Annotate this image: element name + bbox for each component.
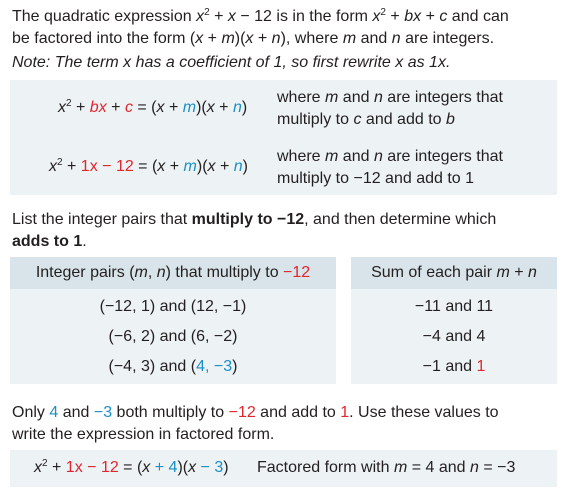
- conclusion-line-2: write the expression in factored form.: [12, 426, 275, 443]
- specific-form-equation: [49, 156, 248, 178]
- text: = (: [132, 99, 157, 116]
- text: +: [165, 158, 184, 175]
- text: Only: [12, 404, 50, 421]
- text: and: [58, 404, 94, 421]
- text: +: [62, 158, 81, 175]
- text: and add to: [255, 404, 341, 421]
- general-form-equation: [58, 97, 247, 119]
- value-minus-12: −12: [228, 404, 256, 421]
- text: = (: [118, 459, 143, 476]
- var-x: x: [206, 99, 215, 116]
- var-x: x: [123, 54, 132, 71]
- var-x: x: [195, 30, 204, 47]
- var-m: m: [393, 459, 408, 476]
- term-1x: 1x: [65, 459, 83, 476]
- text: +: [215, 158, 234, 175]
- instruction-line-2: [12, 231, 87, 253]
- text: = −3: [478, 459, 516, 476]
- var-b: b: [445, 111, 455, 128]
- text: (−4, 3) and (: [108, 358, 197, 375]
- text: )(: [177, 459, 189, 476]
- text: +: [509, 264, 529, 281]
- value-minus-12: −12: [283, 264, 311, 281]
- text: ): [242, 158, 248, 175]
- term-minus-12: − 12: [97, 158, 134, 175]
- text: +: [209, 8, 228, 25]
- text: +: [421, 8, 440, 25]
- var-x: x: [437, 54, 446, 71]
- var-m: m: [183, 158, 197, 175]
- instruction-line-1: [12, 209, 496, 231]
- var-x: x: [58, 99, 66, 116]
- var-x: x: [395, 54, 404, 71]
- text: ,: [205, 358, 214, 375]
- text: +: [203, 30, 222, 47]
- text: and can: [447, 8, 509, 25]
- exponent: 2: [42, 458, 48, 469]
- var-m: m: [325, 148, 339, 165]
- var-x: x: [34, 459, 42, 476]
- value-minus-3: −3: [213, 358, 233, 375]
- text: Factored form with: [257, 459, 394, 476]
- text: and add to: [361, 111, 446, 128]
- text: be factored into the form (: [12, 30, 196, 47]
- text: The term: [50, 54, 124, 71]
- text: ) that multiply to: [165, 264, 284, 281]
- text: both multiply to: [112, 404, 229, 421]
- text: are integers that: [382, 148, 503, 165]
- sums-row-3: [351, 356, 557, 378]
- var-c: c: [124, 99, 133, 116]
- var-m: m: [221, 30, 235, 47]
- var-m: m: [134, 264, 148, 281]
- exponent: 2: [380, 7, 386, 18]
- var-x: x: [227, 8, 236, 25]
- value-4: 4: [49, 404, 59, 421]
- bold-text: adds to 1: [12, 233, 83, 250]
- text: multiply to: [277, 111, 354, 128]
- text: )(: [196, 99, 207, 116]
- exponent: 2: [66, 98, 72, 109]
- text: +: [164, 99, 183, 116]
- text: The quadratic expression: [12, 8, 197, 25]
- var-n: n: [156, 264, 166, 281]
- text: ), where: [280, 30, 343, 47]
- text: − 12 is in the form: [235, 8, 373, 25]
- sums-row-1: −11 and 11: [414, 298, 494, 315]
- var-n: n: [373, 89, 383, 106]
- var-n: n: [391, 30, 401, 47]
- exponent: 2: [57, 157, 63, 168]
- text: ): [223, 459, 229, 476]
- exponent: 2: [204, 7, 210, 18]
- intro-line-2: [12, 28, 494, 50]
- text: Integer pairs (: [35, 264, 135, 281]
- var-x: x: [245, 30, 254, 47]
- general-form-desc-1: [277, 87, 503, 109]
- var-m: m: [496, 264, 510, 281]
- text: where: [277, 89, 326, 106]
- text: +: [71, 99, 90, 116]
- text: )(: [196, 158, 208, 175]
- text: +: [253, 30, 272, 47]
- var-x: x: [142, 459, 151, 476]
- text: ,: [147, 264, 157, 281]
- var-c: c: [353, 111, 362, 128]
- var-n: n: [271, 30, 281, 47]
- var-x: x: [196, 8, 205, 25]
- pairs-row-1: (−12, 1) and (12, −1): [99, 298, 247, 315]
- value-1: 1: [340, 404, 350, 421]
- text: are integers that: [382, 89, 503, 106]
- var-x: x: [156, 99, 165, 116]
- var-c: c: [439, 8, 448, 25]
- var-x: x: [49, 158, 57, 175]
- term-1x: 1x: [80, 158, 98, 175]
- var-m: m: [182, 99, 197, 116]
- conclusion-line-1: [12, 402, 499, 424]
- text: )(: [234, 30, 246, 47]
- pairs-row-3: [10, 356, 336, 378]
- text: .: [445, 54, 451, 71]
- value-4: 4: [196, 358, 206, 375]
- term-minus-12: − 12: [82, 459, 119, 476]
- text: +: [47, 459, 66, 476]
- text: ): [232, 358, 238, 375]
- text: +: [106, 99, 125, 116]
- text: +: [214, 99, 233, 116]
- general-form-desc-2: [277, 109, 455, 131]
- final-description: [257, 457, 515, 479]
- var-n: n: [233, 158, 243, 175]
- var-x: x: [207, 158, 216, 175]
- var-n: n: [232, 99, 242, 116]
- var-x: x: [188, 459, 197, 476]
- text: = 4 and: [407, 459, 470, 476]
- text: List the integer pairs that: [12, 211, 192, 228]
- sums-header-text: [351, 262, 557, 284]
- bold-text: multiply to −12: [191, 211, 305, 228]
- text: where: [277, 148, 326, 165]
- note: [12, 52, 450, 74]
- var-n: n: [469, 459, 479, 476]
- term-plus-4: + 4: [150, 459, 178, 476]
- text: = (: [133, 158, 158, 175]
- var-x: x: [157, 158, 166, 175]
- text: are integers.: [400, 30, 495, 47]
- var-x: x: [413, 8, 422, 25]
- var-n: n: [373, 148, 383, 165]
- var-bx: bx: [89, 99, 107, 116]
- pairs-header-text: [10, 262, 336, 284]
- term-minus-3: − 3: [196, 459, 224, 476]
- text: .: [82, 233, 87, 250]
- text: and: [356, 30, 392, 47]
- specific-form-desc-2: multiply to −12 and add to 1: [277, 170, 475, 187]
- text: Sum of each pair: [371, 264, 497, 281]
- final-equation: [34, 457, 229, 479]
- var-b: b: [404, 8, 414, 25]
- value-minus-3: −3: [93, 404, 113, 421]
- specific-form-desc-1: [277, 146, 503, 168]
- text: +: [385, 8, 405, 25]
- text: . Use these values to: [349, 404, 499, 421]
- text: and: [338, 89, 374, 106]
- text: as 1: [403, 54, 438, 71]
- pairs-row-2: (−6, 2) and (6, −2): [108, 328, 238, 345]
- var-m: m: [342, 30, 357, 47]
- text: has a coefficient of 1, so first rewrite: [131, 54, 396, 71]
- text: −1 and: [422, 358, 477, 375]
- note-label: Note:: [12, 54, 51, 71]
- intro-line-1: [12, 6, 509, 28]
- var-m: m: [325, 89, 339, 106]
- value-1: 1: [476, 358, 486, 375]
- text: ): [241, 99, 248, 116]
- text: , and then determine which: [304, 211, 497, 228]
- var-n: n: [528, 264, 537, 281]
- text: and: [338, 148, 374, 165]
- var-x: x: [372, 8, 381, 25]
- sums-row-2: −4 and 4: [422, 328, 486, 345]
